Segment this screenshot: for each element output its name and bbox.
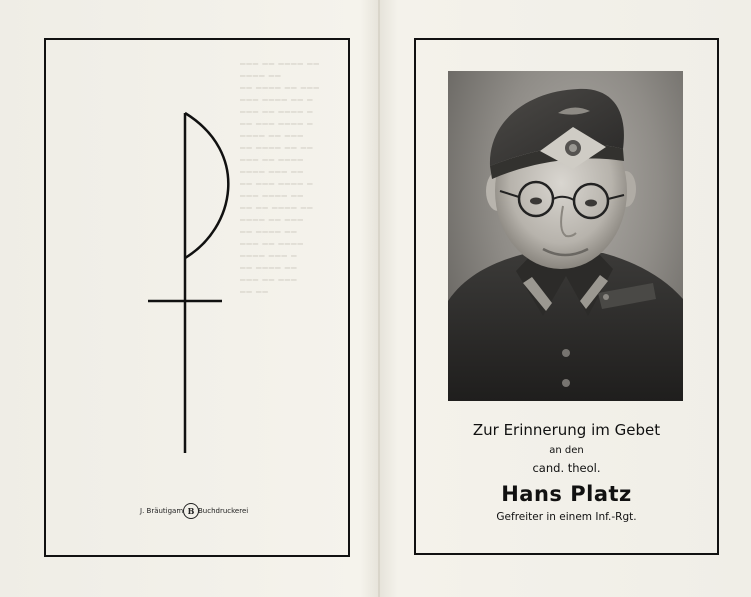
dedication-line: Zur Erinnerung im Gebet: [472, 421, 661, 439]
card-fold: [378, 0, 380, 597]
chi-rho-cross-icon: [140, 108, 240, 458]
connector-line: an den: [549, 445, 584, 456]
military-rank: Gefreiter in einem Inf.-Rgt.: [496, 511, 637, 523]
deceased-name: Hans Platz: [501, 482, 632, 506]
academic-title: cand. theol.: [532, 461, 601, 475]
portrait-photo: [448, 71, 683, 401]
printer-imprint: [140, 503, 250, 525]
printer-trade: Buchdruckerei: [198, 507, 249, 515]
printer-name: J. Bräutigam: [140, 507, 184, 515]
printer-mark-icon: B: [183, 503, 199, 519]
soldier-portrait-image: [448, 71, 683, 401]
show-through-text: ▔▔▔ ▔▔ ▔▔▔▔ ▔▔ ▔▔▔▔ ▔▔ ▔▔ ▔▔▔▔ ▔▔ ▔▔▔ ▔▔▔ ▔▔▔▔ ▔▔ ▔ ▔▔▔ ▔▔ ▔▔▔▔ ▔ ▔▔ ▔▔▔ ▔▔▔▔ ▔ ▔▔▔▔ ▔▔ ▔▔▔ ▔▔ ▔▔▔▔ ▔▔ ▔▔ ▔▔▔ ▔▔ ▔▔▔▔ ▔▔▔▔ ▔▔▔ ▔▔ ▔▔ ▔▔▔ ▔▔▔▔ ▔ ▔▔▔ ▔▔▔▔ ▔▔ ▔▔ ▔▔ ▔▔▔▔ ▔▔ ▔▔▔▔ ▔▔ ▔▔▔ ▔▔ ▔▔▔▔ ▔▔ ▔▔▔ ▔▔ ▔▔▔▔ ▔▔▔▔ ▔▔▔ ▔ ▔▔ ▔▔▔▔ ▔▔ ▔▔▔ ▔▔ ▔▔▔ ▔▔ ▔▔: [240, 64, 320, 300]
